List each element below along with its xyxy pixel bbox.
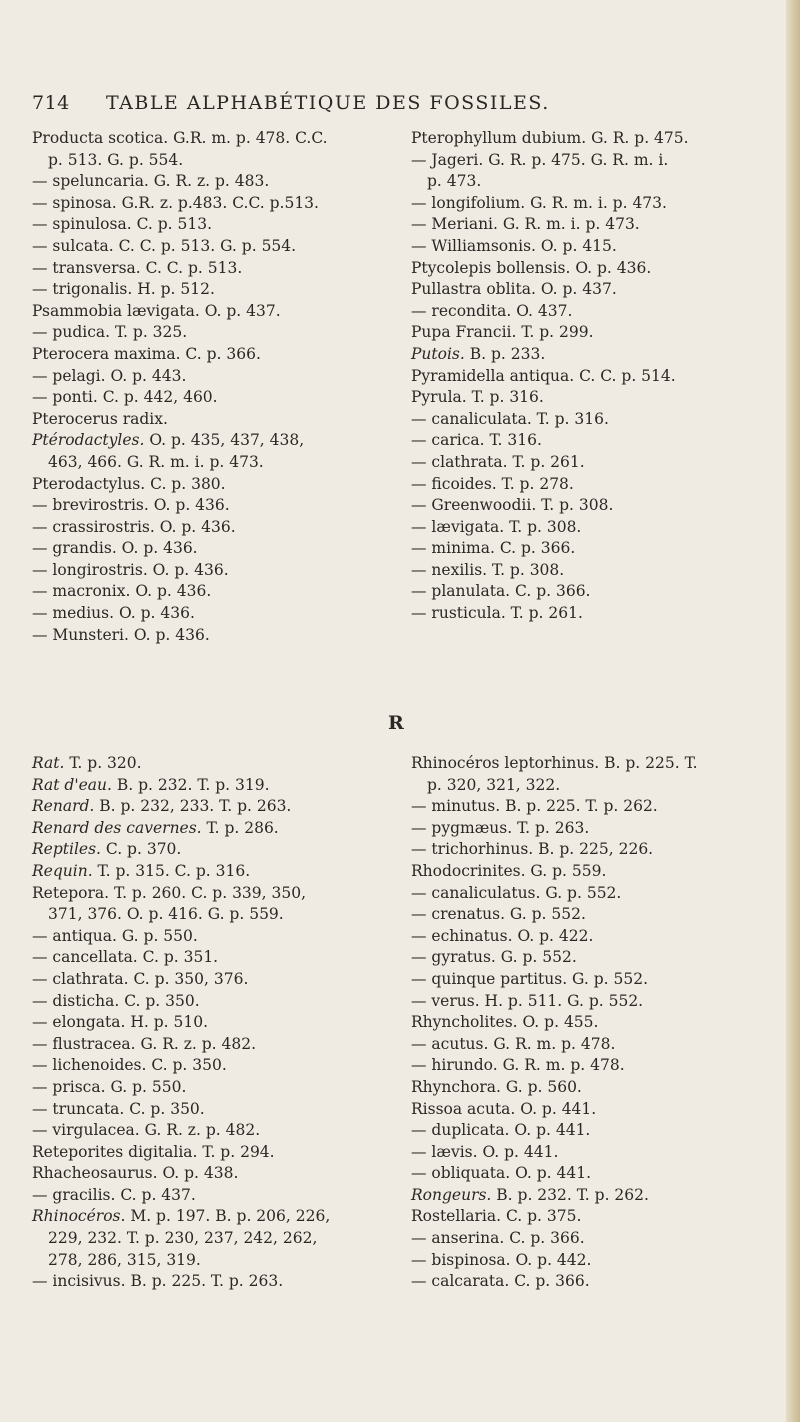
index-entry: — speluncaria. G. R. z. p. 483.: [32, 172, 270, 191]
index-entry: Rongeurs. B. p. 232. T. p. 262.: [411, 1185, 649, 1204]
index-entry: — lichenoides. C. p. 350.: [32, 1056, 227, 1075]
index-entry: — canaliculata. T. p. 316.: [411, 409, 609, 428]
index-entry: Pyramidella antiqua. C. C. p. 514.: [411, 366, 676, 385]
index-entry: p. 320, 321, 322.: [427, 775, 561, 794]
index-entry: Rhyncholites. O. p. 455.: [411, 1013, 599, 1032]
index-entry: Pyrula. T. p. 316.: [411, 388, 544, 407]
index-entry: — incisivus. B. p. 225. T. p. 263.: [32, 1272, 284, 1291]
index-entry: — pelagi. O. p. 443.: [32, 366, 187, 385]
index-entry: Rat d'eau. B. p. 232. T. p. 319.: [32, 775, 270, 794]
index-entry: — cancellata. C. p. 351.: [32, 948, 219, 967]
index-entry: 463, 466. G. R. m. i. p. 473.: [48, 452, 264, 471]
index-entry: — pudica. T. p. 325.: [32, 323, 188, 342]
index-entry: — lævis. O. p. 441.: [411, 1142, 559, 1161]
page-number: 714: [32, 92, 70, 114]
index-entry: — crenatus. G. p. 552.: [411, 905, 586, 924]
index-entry: — longifolium. G. R. m. i. p. 473.: [411, 193, 667, 212]
index-entry: — transversa. C. C. p. 513.: [32, 258, 243, 277]
index-entry: — obliquata. O. p. 441.: [411, 1164, 592, 1183]
index-column-right-top: [411, 128, 769, 625]
index-entry: — lævigata. T. p. 308.: [411, 517, 582, 536]
index-entry: — Jageri. G. R. p. 475. G. R. m. i.: [411, 150, 669, 169]
index-entry: — planulata. C. p. 366.: [411, 582, 591, 601]
index-entry: — gyratus. G. p. 552.: [411, 948, 577, 967]
index-entry: Putois. B. p. 233.: [411, 344, 546, 363]
index-entry: Psammobia lævigata. O. p. 437.: [32, 301, 281, 320]
index-entry: Rostellaria. C. p. 375.: [411, 1207, 582, 1226]
index-entry: — flustracea. G. R. z. p. 482.: [32, 1034, 257, 1053]
index-column-left-top: [32, 128, 390, 646]
index-entry: — grandis. O. p. 436.: [32, 539, 198, 558]
index-entry: — truncata. C. p. 350.: [32, 1099, 205, 1118]
index-entry: 229, 232. T. p. 230, 237, 242, 262,: [48, 1229, 318, 1248]
index-entry: Producta scotica. G.R. m. p. 478. C.C.: [32, 129, 328, 147]
index-entry: Ptérodactyles. O. p. 435, 437, 438,: [32, 431, 305, 450]
index-entry: — disticha. C. p. 350.: [32, 991, 200, 1010]
index-entry: Pterophyllum dubium. G. R. p. 475.: [411, 129, 689, 147]
index-entry: Renard des cavernes. T. p. 286.: [32, 818, 279, 837]
index-entry: — crassirostris. O. p. 436.: [32, 517, 236, 536]
index-entry: Requin. T. p. 315. C. p. 316.: [32, 861, 251, 880]
index-entry: — minutus. B. p. 225. T. p. 262.: [411, 797, 658, 816]
index-entry: — trigonalis. H. p. 512.: [32, 280, 215, 299]
index-entry: Pterocerus radix.: [32, 409, 168, 428]
index-entry: — Meriani. G. R. m. i. p. 473.: [411, 215, 640, 234]
index-entry: Ptycolepis bollensis. O. p. 436.: [411, 258, 652, 277]
index-entry: — recondita. O. 437.: [411, 301, 573, 320]
index-entry: 278, 286, 315, 319.: [48, 1250, 201, 1269]
index-entry: — nexilis. T. p. 308.: [411, 560, 565, 579]
index-entry: — gracilis. C. p. 437.: [32, 1185, 196, 1204]
index-entry: — Williamsonis. O. p. 415.: [411, 236, 617, 255]
index-column-right-bottom: [411, 753, 769, 1293]
index-entry: — antiqua. G. p. 550.: [32, 926, 198, 945]
index-entry: — medius. O. p. 436.: [32, 604, 195, 623]
index-entry: Retepora. T. p. 260. C. p. 339, 350,: [32, 883, 307, 902]
index-entry: Rat. T. p. 320.: [32, 754, 142, 772]
index-entry: — prisca. G. p. 550.: [32, 1077, 187, 1096]
index-entry: — quinque partitus. G. p. 552.: [411, 969, 649, 988]
index-entry: — ficoides. T. p. 278.: [411, 474, 574, 493]
page-title: TABLE ALPHABÉTIQUE DES FOSSILES.: [106, 92, 550, 114]
index-entry: Pterodactylus. C. p. 380.: [32, 474, 226, 493]
index-entry: Rhinocéros leptorhinus. B. p. 225. T.: [411, 754, 698, 772]
index-entry: — hirundo. G. R. m. p. 478.: [411, 1056, 625, 1075]
page-edge-shadow: [786, 0, 800, 1422]
index-entry: — canaliculatus. G. p. 552.: [411, 883, 622, 902]
index-entry: — minima. C. p. 366.: [411, 539, 576, 558]
section-letter: R: [388, 712, 404, 734]
page-header: [32, 92, 772, 122]
index-entry: — clathrata. T. p. 261.: [411, 452, 585, 471]
index-entry: Reteporites digitalia. T. p. 294.: [32, 1142, 275, 1161]
index-entry: — rusticula. T. p. 261.: [411, 604, 583, 623]
index-entry: — ponti. C. p. 442, 460.: [32, 388, 218, 407]
index-entry: — pygmæus. T. p. 263.: [411, 818, 590, 837]
index-entry: — verus. H. p. 511. G. p. 552.: [411, 991, 644, 1010]
index-entry: — Munsteri. O. p. 436.: [32, 625, 210, 644]
index-entry: — longirostris. O. p. 436.: [32, 560, 229, 579]
index-entry: — spinulosa. C. p. 513.: [32, 215, 213, 234]
index-entry: — trichorhinus. B. p. 225, 226.: [411, 840, 654, 859]
index-entry: — clathrata. C. p. 350, 376.: [32, 969, 249, 988]
index-entry: Reptiles. C. p. 370.: [32, 840, 182, 859]
index-entry: Rhacheosaurus. O. p. 438.: [32, 1164, 239, 1183]
index-entry: Pterocera maxima. C. p. 366.: [32, 344, 261, 363]
index-entry: Rissoa acuta. O. p. 441.: [411, 1099, 597, 1118]
index-entry: — virgulacea. G. R. z. p. 482.: [32, 1121, 261, 1140]
index-entry: — carica. T. 316.: [411, 431, 542, 450]
index-entry: — brevirostris. O. p. 436.: [32, 496, 230, 515]
index-entry: p. 513. G. p. 554.: [48, 150, 184, 169]
index-entry: Rhinocéros. M. p. 197. B. p. 206, 226,: [32, 1207, 331, 1226]
index-entry: — sulcata. C. C. p. 513. G. p. 554.: [32, 236, 297, 255]
index-entry: — spinosa. G.R. z. p.483. C.C. p.513.: [32, 193, 319, 212]
index-entry: p. 473.: [427, 172, 482, 191]
index-entry: Rhodocrinites. G. p. 559.: [411, 861, 607, 880]
index-entry: — calcarata. C. p. 366.: [411, 1272, 590, 1291]
index-entry: — macronix. O. p. 436.: [32, 582, 212, 601]
index-entry: — acutus. G. R. m. p. 478.: [411, 1034, 616, 1053]
index-entry: Pullastra oblita. O. p. 437.: [411, 280, 617, 299]
index-entry: — Greenwoodii. T. p. 308.: [411, 496, 614, 515]
index-column-left-bottom: [32, 753, 390, 1293]
index-entry: Renard. B. p. 232, 233. T. p. 263.: [32, 797, 292, 816]
index-entry: Rhynchora. G. p. 560.: [411, 1077, 582, 1096]
index-entry: — anserina. C. p. 366.: [411, 1229, 585, 1248]
index-entry: — elongata. H. p. 510.: [32, 1013, 209, 1032]
index-entry: — duplicata. O. p. 441.: [411, 1121, 591, 1140]
index-entry: Pupa Francii. T. p. 299.: [411, 323, 594, 342]
index-entry: — echinatus. O. p. 422.: [411, 926, 594, 945]
index-entry: — bispinosa. O. p. 442.: [411, 1250, 592, 1269]
index-entry: 371, 376. O. p. 416. G. p. 559.: [48, 905, 284, 924]
